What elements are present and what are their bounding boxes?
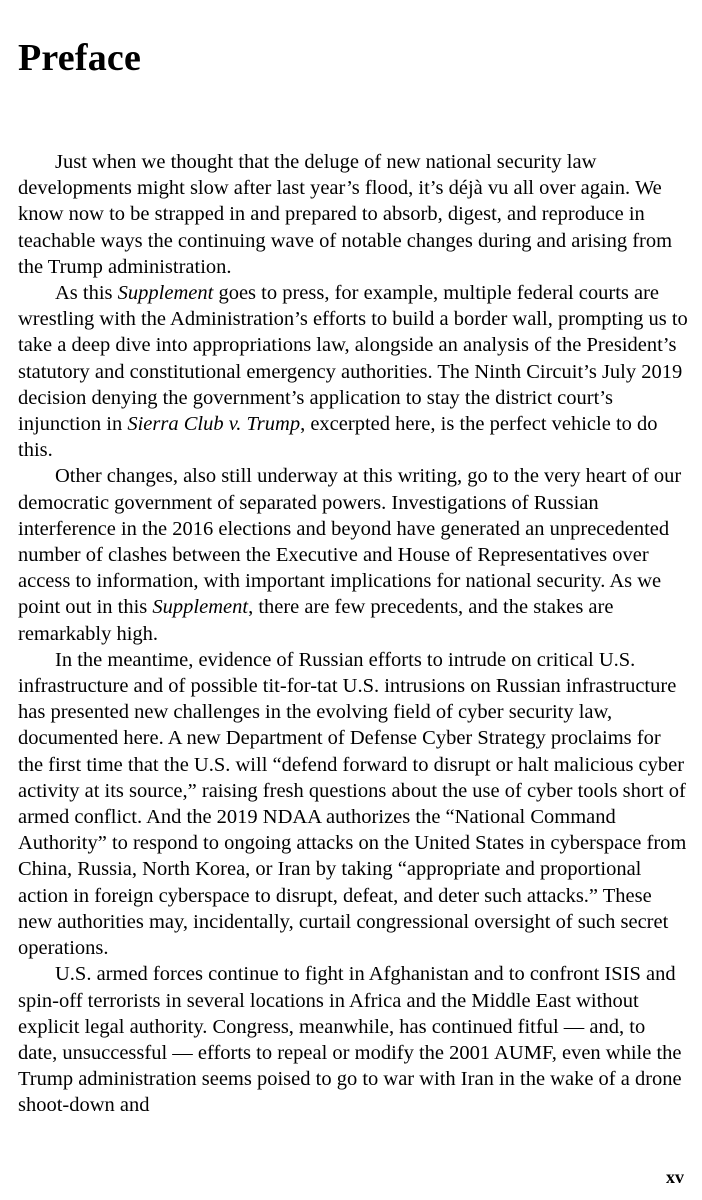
preface-paragraph	[18, 280, 688, 463]
paragraph-text: In the meantime, evidence of Russian efforts to intrude on critical U.S. infrastructure and of possible tit-for-tat U.S. intrusions on Russian infrastructure has presented new challenges in the evolving field of cyber security law, documented here. A new Department of Defense Cyber Strategy proclaims for the first time that the U.S. will “defend forward to disrupt or halt malicious cyber activity at its source,” raising fresh questions about the use of cyber tools short of armed conflict. And the 2019 NDAA authorizes the “National Command Authority” to respond to ongoing attacks on the United States in cyberspace from China, Russia, North Korea, or Iran by taking “appropriate and proportional action in foreign cyberspace to disrupt, defeat, and deter such attacks.” These new authorities may, incidentally, curtail congressional oversight of such secret operations.	[18, 648, 687, 960]
paragraph-text: , there are few precedents, and the stakes are remarkably high.	[18, 596, 614, 645]
paragraph-text: , excerpted here, is the perfect vehicle to do this.	[18, 413, 658, 462]
preface-paragraph	[18, 961, 688, 1118]
page-number: xv	[666, 1167, 684, 1187]
paragraph-text: U.S. armed forces continue to fight in Afghanistan and to confront ISIS and spin-off terrorists in several locations in Africa and the Middle East without explicit legal authority. Congress, meanwhile, has continued fitful — and, to date, unsuccessful — efforts to repeal or modify the 2001 AUMF, even while the Trump administration seems poised to go to war with Iran in the wake of a drone shoot-down and	[18, 963, 682, 1117]
preface-paragraph	[18, 647, 688, 961]
preface-body	[18, 149, 688, 1119]
paragraph-text: Just when we thought that the deluge of new national security law developments might slow after last year’s flood, it’s déjà vu all over again. We know now to be strapped in and prepared to absorb, digest, and reproduce in teachable ways the continuing wave of notable changes during and arising from the Trump administration.	[18, 151, 673, 278]
paragraph-text: Other changes, also still underway at this writing, go to the very heart of our democratic government of separated powers. Investigations of Russian interference in the 2016 elections and beyond have generated an unprecedented number of clashes between the Executive and House of Representatives over access to information, with important implications for national security. As we point out in this	[18, 465, 682, 619]
italic-text: Supplement	[152, 596, 249, 619]
page-title: Preface	[18, 37, 142, 79]
paragraph-text: As this	[55, 282, 118, 305]
preface-paragraph	[18, 463, 688, 646]
italic-text: Supplement	[117, 282, 214, 305]
italic-text: Sierra Club v. Trump	[127, 413, 301, 436]
paragraph-text: goes to press, for example, multiple federal courts are wrestling with the Administration’s efforts to build a border wall, prompting us to take a deep dive into appropriations law, alongside an analysis of the President’s statutory and constitutional emergency authorities. The Ninth Circuit’s July 2019 decision denying the government’s application to stay the district court’s injunction in	[18, 282, 688, 436]
preface-paragraph	[18, 149, 688, 280]
